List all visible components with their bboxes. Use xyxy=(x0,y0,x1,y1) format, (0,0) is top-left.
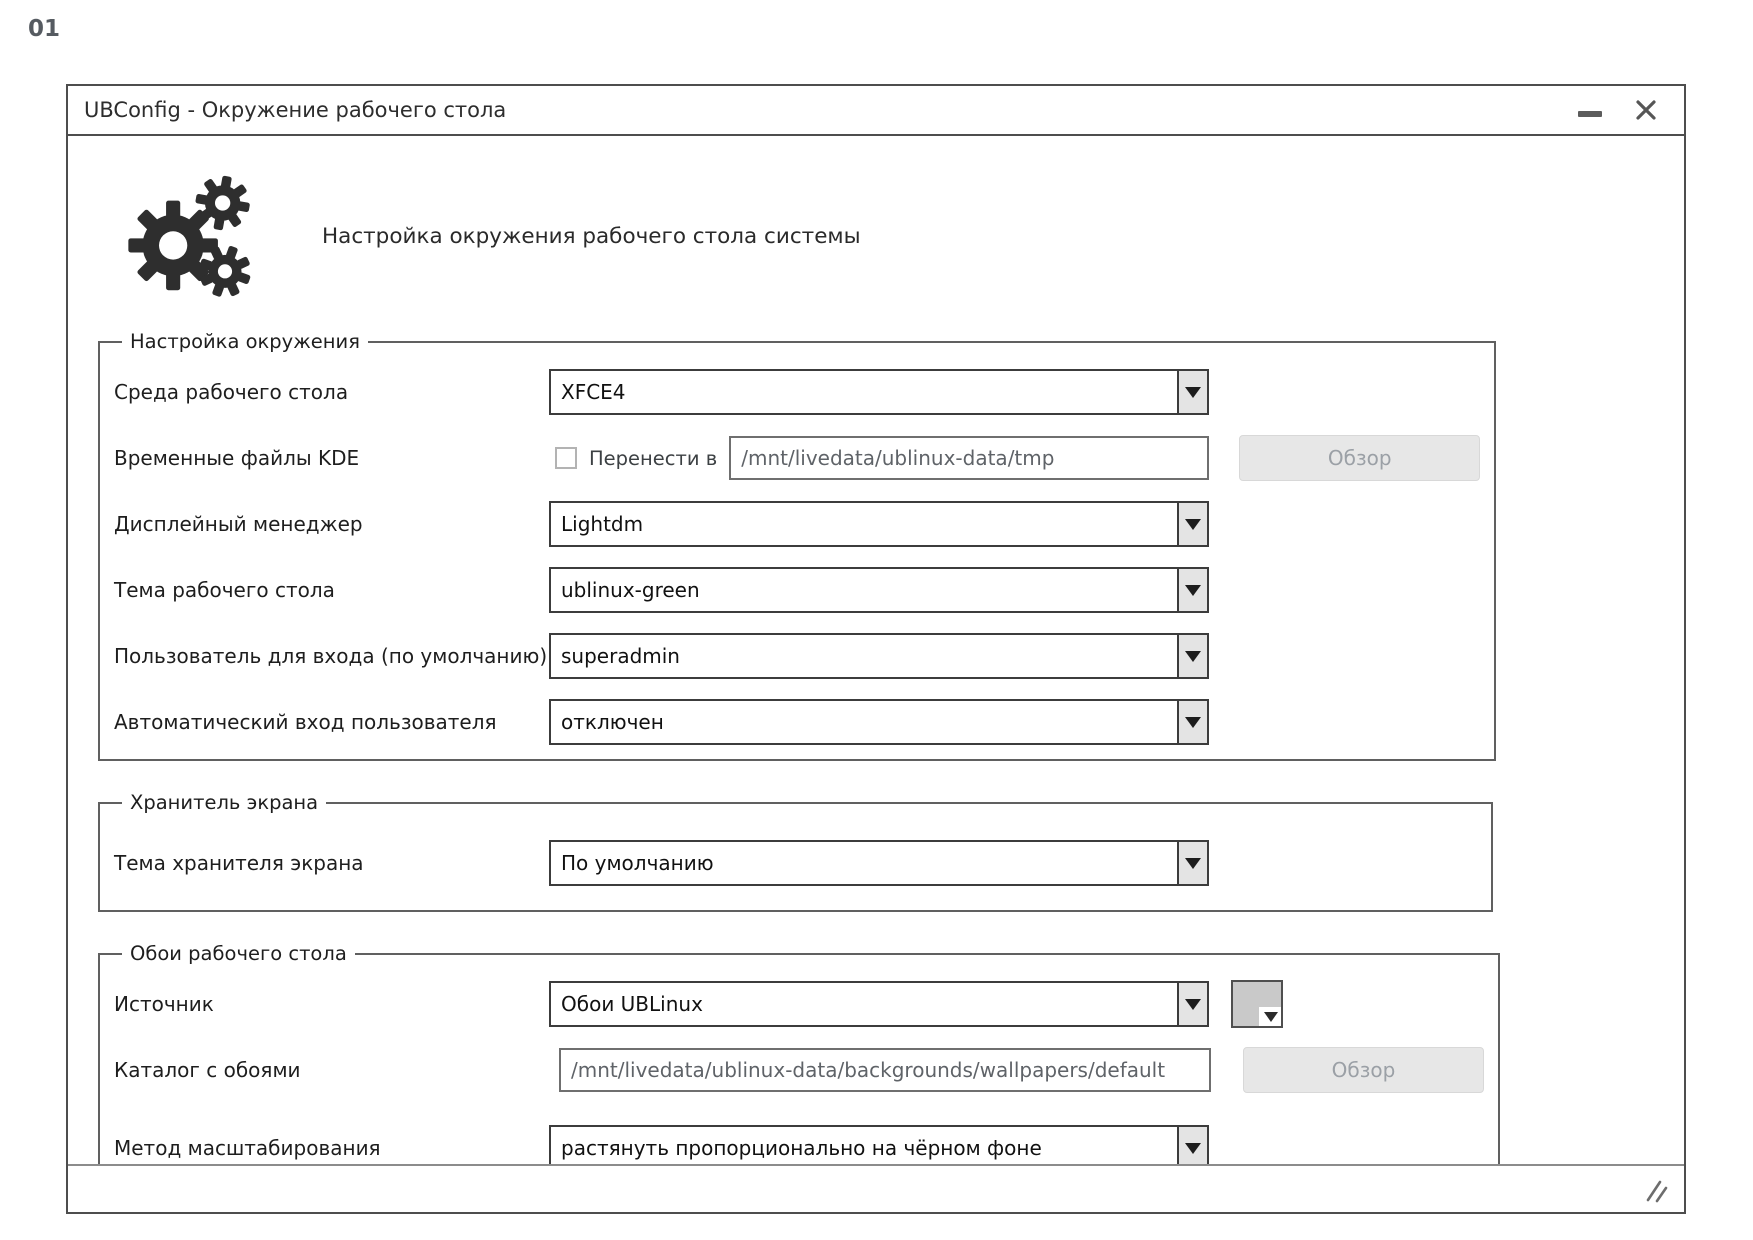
chevron-down-icon[interactable] xyxy=(1177,569,1207,611)
chevron-down-icon[interactable] xyxy=(1177,842,1207,884)
wallpaper-group-legend: Обои рабочего стола xyxy=(130,942,347,965)
form-row xyxy=(114,369,1480,415)
chevron-down-icon[interactable] xyxy=(1177,371,1207,413)
combobox-value: По умолчанию xyxy=(561,851,714,875)
combobox-value: ublinux-green xyxy=(561,578,700,602)
kde-temp-files-label: Временные файлы KDE xyxy=(114,446,360,470)
form-row xyxy=(114,501,1480,547)
wallpaper-directory-label: Каталог с обоями xyxy=(114,1058,301,1082)
chevron-down-icon[interactable] xyxy=(1177,701,1207,743)
kde-temp-path-input[interactable]: /mnt/livedata/ublinux-data/tmp xyxy=(729,436,1209,480)
form-row xyxy=(114,840,1477,886)
desktop-environment-label: Среда рабочего стола xyxy=(114,380,349,404)
form-row xyxy=(114,633,1480,679)
combobox-value: растянуть пропорционально на чёрном фоне xyxy=(561,1136,1042,1160)
wallpaper-group xyxy=(98,942,1500,1193)
scaling-method-label: Метод масштабирования xyxy=(114,1136,381,1160)
combobox-value: superadmin xyxy=(561,644,680,668)
window-title: UBConfig - Окружение рабочего стола xyxy=(84,98,507,122)
wallpaper-preview-picker-button[interactable] xyxy=(1231,980,1283,1028)
header-description: Настройка окружения рабочего стола системы xyxy=(322,223,861,249)
move-to-checkbox[interactable] xyxy=(555,447,577,469)
form-row xyxy=(114,567,1480,613)
chevron-down-icon[interactable] xyxy=(1177,983,1207,1025)
page-index-label: 01 xyxy=(28,16,61,42)
chevron-down-icon[interactable] xyxy=(1177,635,1207,677)
form-row xyxy=(114,699,1480,745)
resize-grip-icon[interactable] xyxy=(1642,1178,1670,1204)
titlebar[interactable] xyxy=(68,86,1684,136)
kde-temp-browse-button[interactable]: Обзор xyxy=(1239,435,1480,481)
minimize-icon xyxy=(1578,111,1602,117)
combobox-value: Обои UBLinux xyxy=(561,992,703,1016)
form-row xyxy=(114,1047,1484,1093)
autologin-label: Автоматический вход пользователя xyxy=(114,710,497,734)
combobox-value: XFCE4 xyxy=(561,380,626,404)
chevron-down-icon[interactable] xyxy=(1177,1127,1207,1169)
display-manager-combobox[interactable] xyxy=(549,501,1209,547)
chevron-down-icon xyxy=(1264,1012,1278,1022)
form-row xyxy=(114,981,1484,1027)
wallpaper-directory-browse-button[interactable]: Обзор xyxy=(1243,1047,1484,1093)
wallpaper-directory-input[interactable]: /mnt/livedata/ublinux-data/backgrounds/wallpapers/default xyxy=(559,1048,1211,1092)
desktop-environment-combobox[interactable] xyxy=(549,369,1209,415)
status-bar xyxy=(68,1164,1684,1212)
combobox-value: отключен xyxy=(561,710,664,734)
desktop-theme-label: Тема рабочего стола xyxy=(114,578,335,602)
minimize-button[interactable] xyxy=(1570,90,1610,130)
wallpaper-source-combobox[interactable] xyxy=(549,981,1209,1027)
screensaver-group xyxy=(98,791,1493,912)
screensaver-theme-combobox[interactable] xyxy=(549,840,1209,886)
close-icon xyxy=(1634,98,1658,122)
app-header xyxy=(126,156,1684,316)
wallpaper-source-label: Источник xyxy=(114,992,214,1016)
environment-group xyxy=(98,330,1496,761)
environment-group-legend: Настройка окружения xyxy=(130,330,360,353)
login-user-combobox[interactable] xyxy=(549,633,1209,679)
autologin-combobox[interactable] xyxy=(549,699,1209,745)
ubconfig-window xyxy=(66,84,1686,1214)
desktop-theme-combobox[interactable] xyxy=(549,567,1209,613)
login-user-label: Пользователь для входа (по умолчанию) xyxy=(114,644,548,668)
move-to-checkbox-label[interactable]: Перенести в xyxy=(589,446,718,470)
screensaver-group-legend: Хранитель экрана xyxy=(130,791,319,814)
close-button[interactable] xyxy=(1626,90,1666,130)
display-manager-label: Дисплейный менеджер xyxy=(114,512,363,536)
combobox-value: Lightdm xyxy=(561,512,644,536)
gears-icon xyxy=(126,170,258,302)
screensaver-theme-label: Тема хранителя экрана xyxy=(114,851,364,875)
chevron-down-icon[interactable] xyxy=(1177,503,1207,545)
form-row xyxy=(114,435,1480,481)
